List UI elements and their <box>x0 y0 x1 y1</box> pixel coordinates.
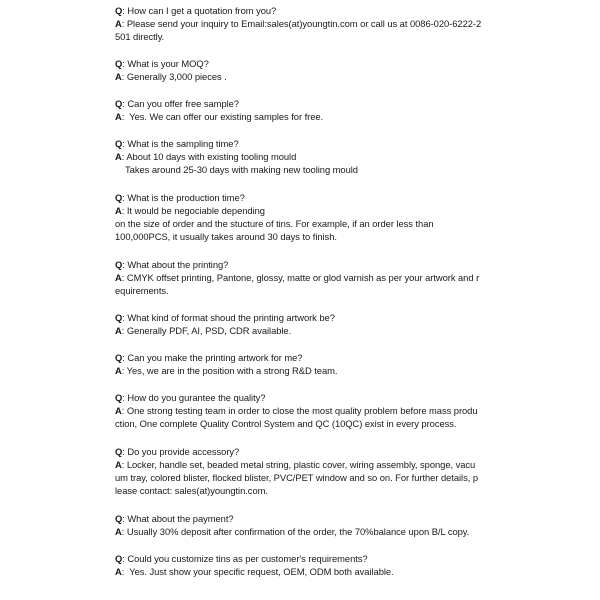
line-text: on the size of order and the stucture of tins. For example, if an order less than <box>115 218 434 229</box>
question-marker: Q <box>115 312 123 323</box>
faq-question <box>115 97 485 110</box>
faq-answer-continuation <box>115 417 485 430</box>
answer-marker: A <box>115 272 122 283</box>
faq-question <box>115 57 485 70</box>
faq-question <box>115 191 485 204</box>
line-text: : Generally 3,000 pieces . <box>121 71 227 82</box>
line-text: or call us at 0086-020-6222-2 <box>357 18 482 29</box>
line-text: : Yes, we are in the position with a strong R&D team. <box>121 365 338 376</box>
faq-item <box>115 311 485 337</box>
answer-marker: A <box>115 325 122 336</box>
line-text: : CMYK offset printing, Pantone, glossy, matte or glod varnish as per your artwork and r <box>121 272 480 283</box>
line-text: : Usually 30% deposit after confirmation of the order, the 70%balance upon B/L copy. <box>121 526 470 537</box>
faq-item <box>115 445 485 497</box>
faq-question <box>115 552 485 565</box>
line-text: : What about the printing? <box>122 259 229 270</box>
faq-item <box>115 351 485 377</box>
question-marker: Q <box>115 259 123 270</box>
question-marker: Q <box>115 192 123 203</box>
line-text: : What is your MOQ? <box>122 58 209 69</box>
faq-answer <box>115 324 485 337</box>
question-marker: Q <box>115 513 123 524</box>
question-marker: Q <box>115 138 123 149</box>
line-text: 501 directly. <box>115 31 165 42</box>
faq-answer-continuation <box>115 471 485 484</box>
faq-item <box>115 4 485 43</box>
line-text: um tray, colored blister, flocked blister, PVC/PET window and so on. For further details, p <box>115 472 478 483</box>
line-text: lease contact: sales(at)youngtin.com. <box>115 485 268 496</box>
faq-answer-continuation <box>115 484 485 497</box>
faq-item <box>115 258 485 297</box>
line-text: : How do you gurantee the quality? <box>122 392 266 403</box>
line-text: : What about the payment? <box>122 513 234 524</box>
answer-marker: A <box>115 526 122 537</box>
line-text: : About 10 days with existing tooling mould <box>121 151 297 162</box>
faq-answer <box>115 204 485 217</box>
line-text: 100,000PCS, it usually takes around 30 days to finish. <box>115 231 337 242</box>
line-text: : Locker, handle set, beaded metal string, plastic cover, wiring assembly, sponge, vacu <box>121 459 476 470</box>
faq-item <box>115 552 485 578</box>
question-marker: Q <box>115 5 123 16</box>
faq-answer-continuation <box>115 163 485 176</box>
faq-answer <box>115 565 485 578</box>
answer-marker: A <box>115 365 122 376</box>
faq-item <box>115 57 485 83</box>
line-text: Takes around 25-30 days with making new tooling mould <box>115 164 358 175</box>
line-text: : Can you offer free sample? <box>122 98 239 109</box>
faq-answer-continuation <box>115 30 485 43</box>
line-text: : Generally PDF, AI, PSD, CDR available. <box>121 325 292 336</box>
faq-answer <box>115 70 485 83</box>
line-text: : What is the production time? <box>122 192 245 203</box>
faq-question <box>115 311 485 324</box>
line-text: : Do you provide accessory? <box>122 446 240 457</box>
answer-marker: A <box>115 459 122 470</box>
line-text: : Please send your inquiry to Email: <box>121 18 267 29</box>
answer-marker: A <box>115 566 122 577</box>
email-text: sales(at)youngtin.com <box>266 18 358 29</box>
faq-item <box>115 97 485 123</box>
faq-answer <box>115 110 485 123</box>
line-text: : Yes. We can offer our existing samples for free. <box>121 111 324 122</box>
answer-marker: A <box>115 71 122 82</box>
answer-marker: A <box>115 205 122 216</box>
question-marker: Q <box>115 553 123 564</box>
faq-answer-continuation <box>115 217 485 230</box>
question-marker: Q <box>115 98 123 109</box>
faq-answer <box>115 364 485 377</box>
line-text: : Could you customize tins as per customer's requirements? <box>122 553 368 564</box>
faq-answer <box>115 150 485 163</box>
faq-answer <box>115 404 485 417</box>
question-marker: Q <box>115 446 123 457</box>
faq-question <box>115 512 485 525</box>
line-text: ction, One complete Quality Control System and QC (10QC) exist in every process. <box>115 418 457 429</box>
faq-question <box>115 391 485 404</box>
faq-answer <box>115 271 485 284</box>
faq-item <box>115 191 485 243</box>
faq-answer-continuation <box>115 230 485 243</box>
line-text: : It would be negociable depending <box>121 205 265 216</box>
line-text: : Yes. Just show your specific request, OEM, ODM both available. <box>121 566 394 577</box>
faq-item <box>115 137 485 176</box>
faq-question <box>115 351 485 364</box>
line-text: : Can you make the printing artwork for me? <box>122 352 303 363</box>
faq-answer <box>115 17 485 30</box>
faq-answer-continuation <box>115 284 485 297</box>
answer-marker: A <box>115 151 122 162</box>
faq-question <box>115 4 485 17</box>
answer-marker: A <box>115 18 122 29</box>
question-marker: Q <box>115 352 123 363</box>
faq-question <box>115 258 485 271</box>
faq-answer <box>115 525 485 538</box>
faq-question <box>115 137 485 150</box>
question-marker: Q <box>115 392 123 403</box>
faq-question <box>115 445 485 458</box>
line-text: : What is the sampling time? <box>122 138 239 149</box>
answer-marker: A <box>115 111 122 122</box>
line-text: : One strong testing team in order to close the most quality problem before mass produ <box>121 405 478 416</box>
line-text: equirements. <box>115 285 169 296</box>
line-text: : How can I get a quotation from you? <box>122 5 277 16</box>
answer-marker: A <box>115 405 122 416</box>
faq-item <box>115 512 485 538</box>
faq-answer <box>115 458 485 471</box>
question-marker: Q <box>115 58 123 69</box>
faq-item <box>115 391 485 430</box>
line-text: : What kind of format shoud the printing artwork be? <box>122 312 335 323</box>
